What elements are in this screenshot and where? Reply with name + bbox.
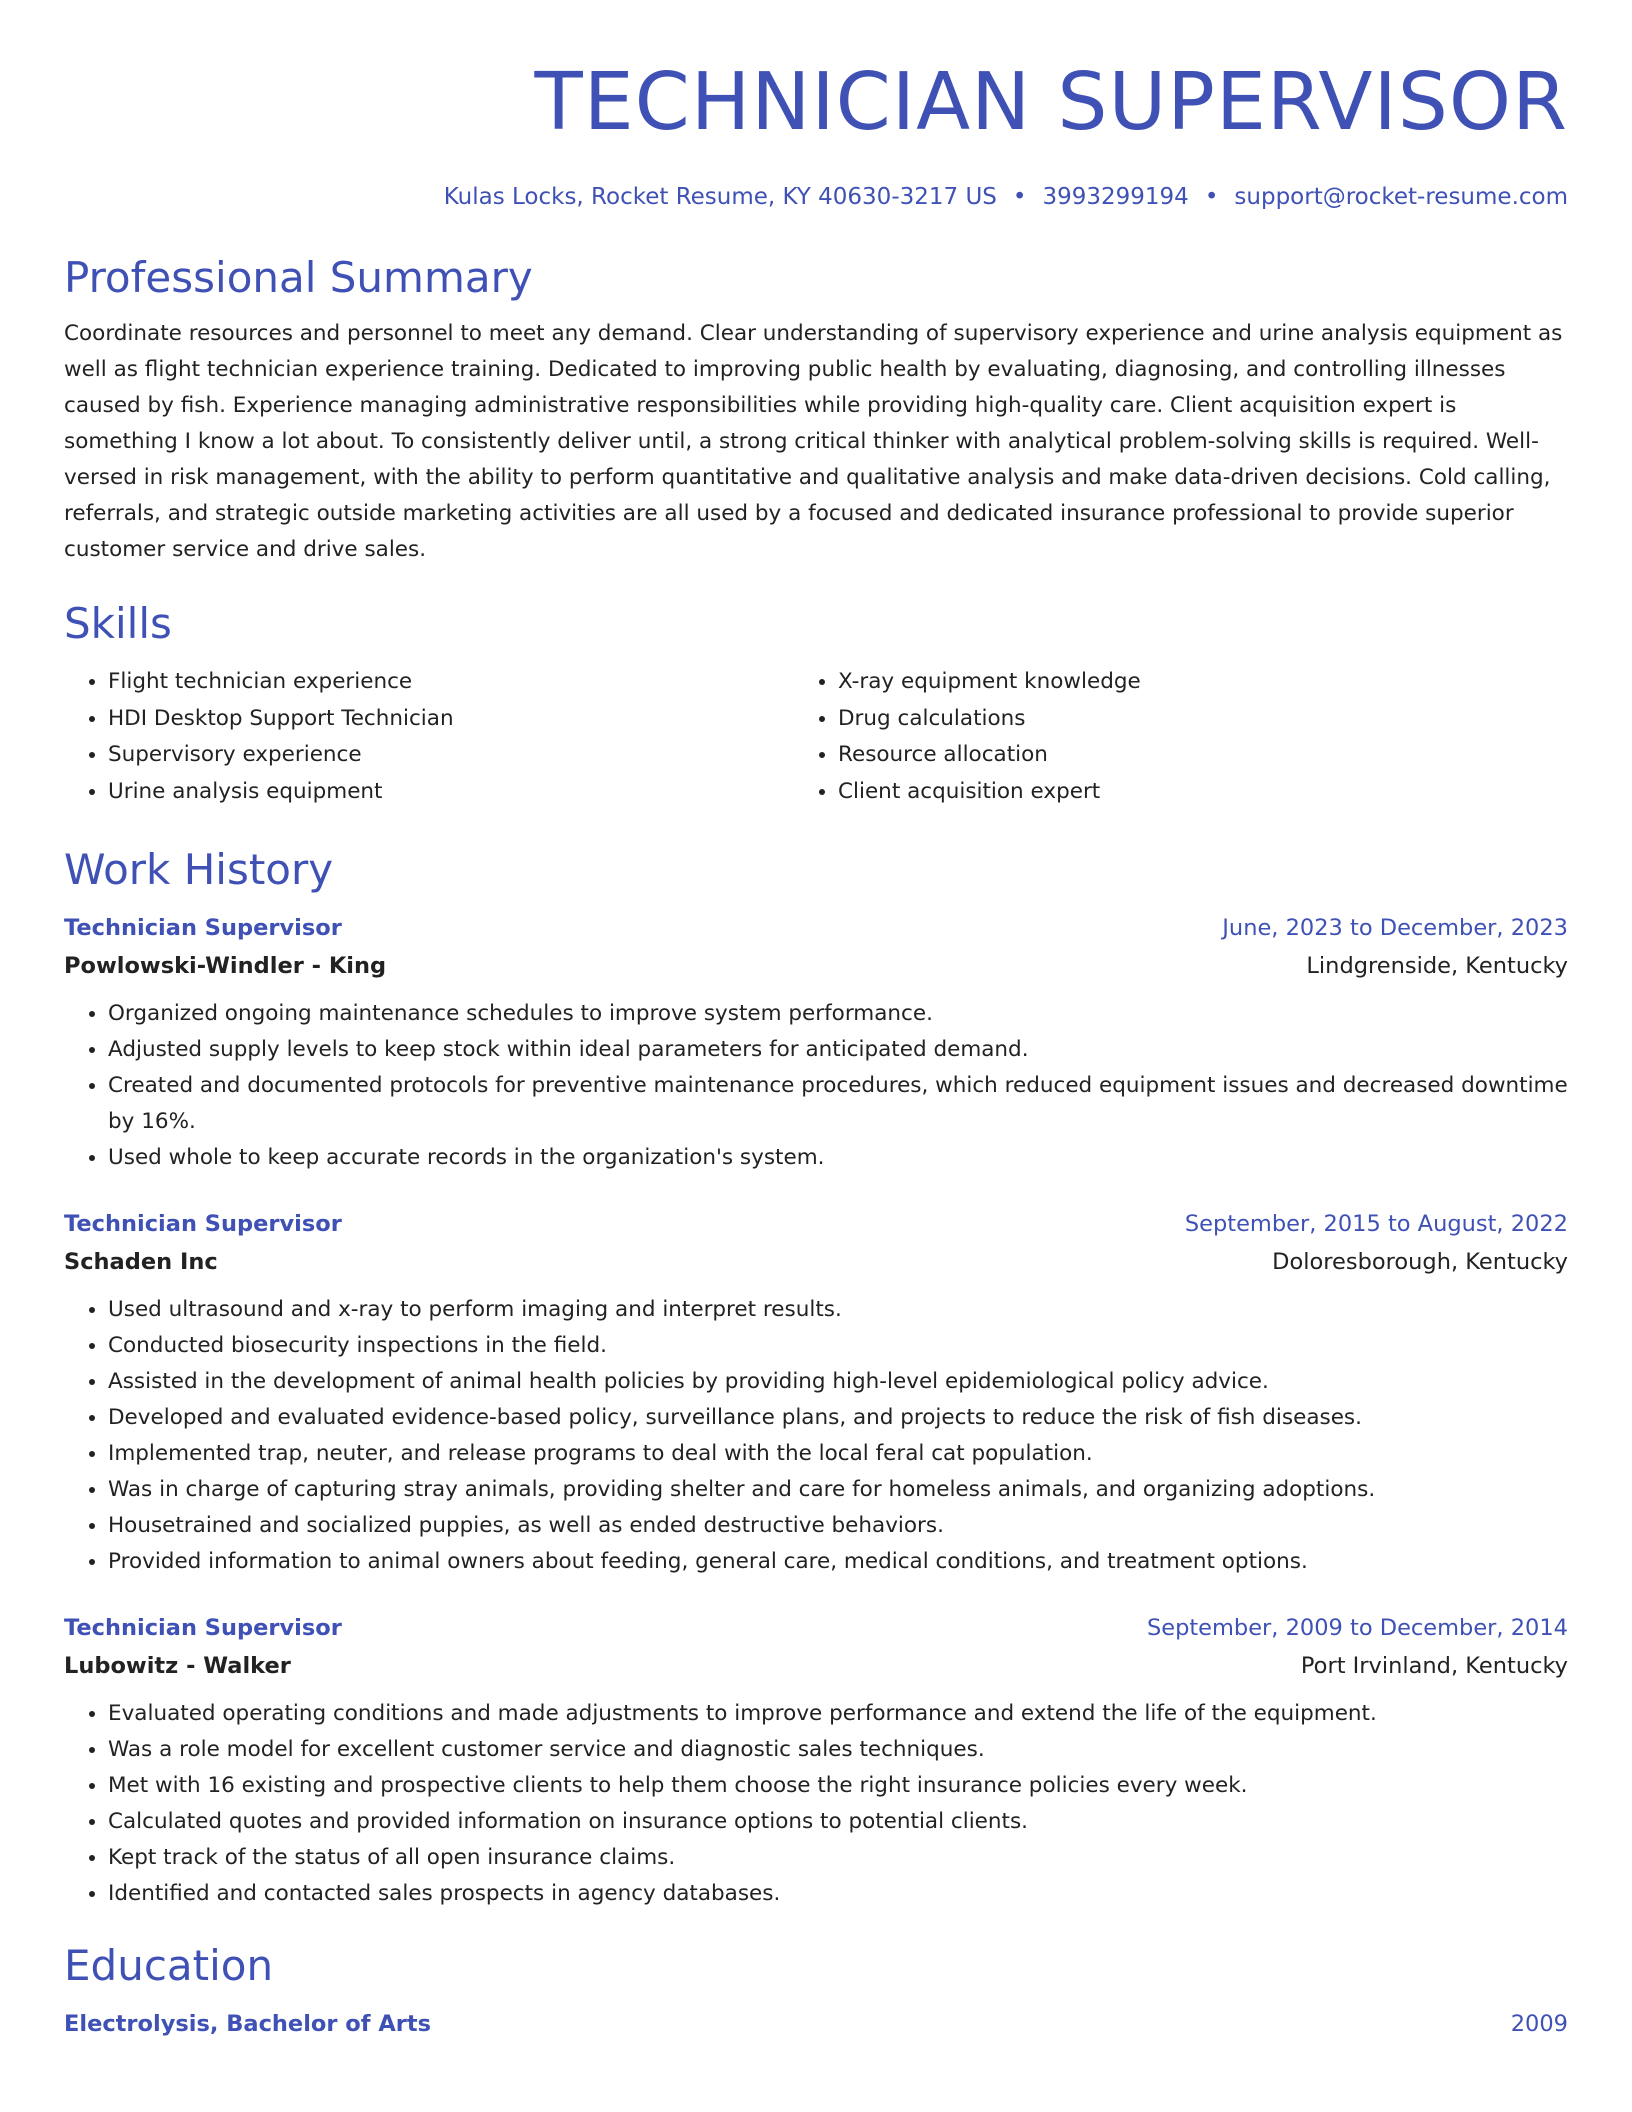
contact-phone: 3993299194: [1042, 184, 1189, 210]
job-title: Technician Supervisor: [64, 915, 342, 941]
skills-list: [64, 664, 1568, 810]
section-title-work-history: Work History: [64, 845, 334, 894]
section-title-summary: Professional Summary: [64, 253, 533, 302]
job-entry: [64, 910, 1568, 1176]
job-bullet: • Identified and contacted sales prospects in agency databases.: [108, 1876, 1568, 1912]
skill-item: • Urine analysis equipment: [108, 774, 838, 811]
job-dates: June, 2023 to December, 2023: [1222, 915, 1568, 941]
skill-item: • Client acquisition expert: [838, 774, 1568, 811]
job-bullet: • Adjusted supply levels to keep stock within ideal parameters for anticipated demand.: [108, 1032, 1568, 1068]
job-dates: September, 2015 to August, 2022: [1184, 1211, 1568, 1237]
job-bullet: • Calculated quotes and provided information on insurance options to potential clients.: [108, 1804, 1568, 1840]
job-bullet: • Met with 16 existing and prospective clients to help them choose the right insurance policies every week.: [108, 1768, 1568, 1804]
resume-name: TECHNICIAN SUPERVISOR: [534, 56, 1568, 148]
skills-column-left: [64, 664, 838, 810]
skill-item: • Supervisory experience: [108, 737, 838, 774]
job-company: Lubowitz - Walker: [64, 1653, 291, 1679]
contact-line: [64, 182, 1568, 212]
skill-item: • Flight technician experience: [108, 664, 838, 701]
job-location: Lindgrenside, Kentucky: [1306, 953, 1568, 979]
job-title: Technician Supervisor: [64, 1615, 342, 1641]
job-bullet: • Implemented trap, neuter, and release programs to deal with the local feral cat population.: [108, 1436, 1568, 1472]
skill-item: • HDI Desktop Support Technician: [108, 701, 838, 738]
job-bullet: • Provided information to animal owners about feeding, general care, medical conditions, and treatment options.: [108, 1544, 1568, 1580]
contact-address: Kulas Locks, Rocket Resume, KY 40630-3217 US: [443, 184, 997, 210]
job-dates: September, 2009 to December, 2014: [1146, 1615, 1568, 1641]
job-bullet: • Developed and evaluated evidence-based policy, surveillance plans, and projects to reduce the risk of fish diseases.: [108, 1400, 1568, 1436]
job-bullet: • Housetrained and socialized puppies, as well as ended destructive behaviors.: [108, 1508, 1568, 1544]
resume-page: [64, 0, 1568, 2042]
job-bullet: • Kept track of the status of all open insurance claims.: [108, 1840, 1568, 1876]
job-bullet: • Was in charge of capturing stray animals, providing shelter and care for homeless animals, and organizing adoptions.: [108, 1472, 1568, 1508]
skill-item: • Resource allocation: [838, 737, 1568, 774]
job-bullet: • Was a role model for excellent customer service and diagnostic sales techniques.: [108, 1732, 1568, 1768]
skills-column-right: [838, 664, 1568, 810]
job-bullets: [64, 996, 1568, 1176]
skill-item: • Drug calculations: [838, 701, 1568, 738]
job-bullets: [64, 1696, 1568, 1912]
job-location: Doloresborough, Kentucky: [1272, 1249, 1568, 1275]
job-bullet: • Organized ongoing maintenance schedules to improve system performance.: [108, 996, 1568, 1032]
summary-text: Coordinate resources and personnel to meet any demand. Clear understanding of supervisory experience and urine analysis equipment as well as flight technician experience training. Dedicated to improving public health by evaluating, diagnosing, and controlling illnesses caused by fish. Experience managing administrative responsibilities while providing high-quality care. Client acquisition expert is something I know a lot about. To consistently deliver until, a strong critical thinker with analytical problem-solving skills is required. Well-versed in risk management, with the ability to perform quantitative and qualitative analysis and make data-driven decisions. Cold calling, referrals, and strategic outside marketing activities are all used by a focused and dedicated insurance professional to provide superior customer service and drive sales.: [64, 321, 1563, 562]
education-degree: Electrolysis, Bachelor of Arts: [64, 2011, 432, 2037]
job-bullets: [64, 1292, 1568, 1580]
education-entry: [64, 2006, 1568, 2042]
contact-email: support@rocket-resume.com: [1234, 184, 1568, 210]
section-title-skills: Skills: [64, 599, 172, 648]
job-entry: [64, 1206, 1568, 1580]
job-location: Port Irvinland, Kentucky: [1300, 1653, 1568, 1679]
job-bullet: • Evaluated operating conditions and made adjustments to improve performance and extend the life of the equipment.: [108, 1696, 1568, 1732]
contact-separator: •: [1012, 184, 1027, 210]
education-year: 2009: [1510, 2011, 1568, 2037]
contact-separator: •: [1204, 184, 1219, 210]
job-bullet: • Created and documented protocols for preventive maintenance procedures, which reduced equipment issues and decreased downtime by 16%.: [108, 1068, 1568, 1140]
skill-item: • X-ray equipment knowledge: [838, 664, 1568, 701]
job-bullet: • Assisted in the development of animal health policies by providing high-level epidemiological policy advice.: [108, 1364, 1568, 1400]
job-bullet: • Used whole to keep accurate records in the organization's system.: [108, 1140, 1568, 1176]
job-title: Technician Supervisor: [64, 1211, 342, 1237]
job-bullet: • Used ultrasound and x-ray to perform imaging and interpret results.: [108, 1292, 1568, 1328]
job-company: Powlowski-Windler - King: [64, 953, 387, 979]
job-entry: [64, 1610, 1568, 1912]
job-company: Schaden Inc: [64, 1249, 218, 1275]
section-title-education: Education: [64, 1941, 274, 1990]
job-bullet: • Conducted biosecurity inspections in the field.: [108, 1328, 1568, 1364]
